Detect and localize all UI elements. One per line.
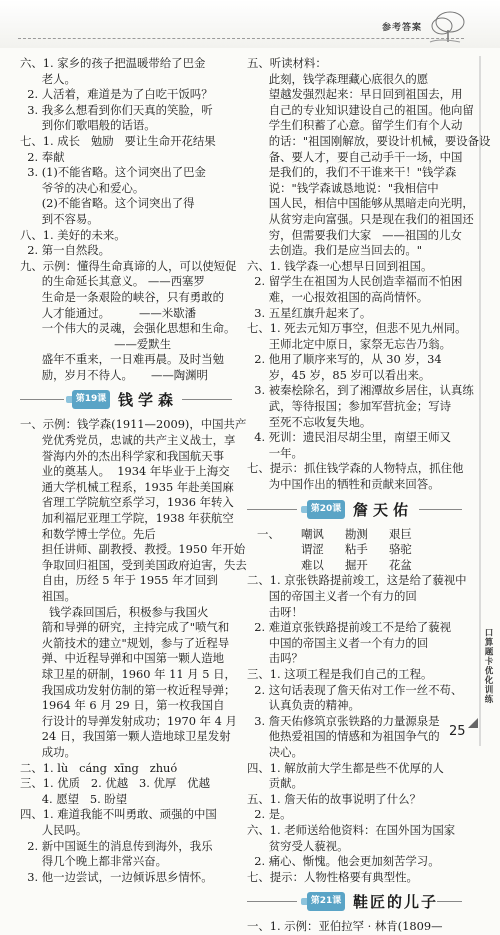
answer-line: 通大学机械工程系，1935 年赴美国麻 (20, 479, 234, 494)
word-cell (257, 558, 301, 574)
header-rule (18, 38, 464, 40)
answer-line: 2. 人活着，难道是为了白吃干饭吗？ (20, 87, 213, 102)
answer-line: 此刻，钱学森理藏心底很久的愿 (247, 71, 429, 86)
answer-line: 岁，45 岁，85 岁可以看出来。 (247, 367, 431, 382)
answer-line: 国的帝国主义者一个有力的回 (247, 589, 417, 603)
answer-line: 七、提示：抓住钱学森的人物特点，抓住他 (247, 461, 464, 476)
answer-line: 为中国作出的牺牲和贡献来回答。 (247, 477, 440, 492)
answer-line: 担任讲师、副教授、教授。1950 年开始 (20, 542, 246, 557)
tree-logo-icon (420, 8, 468, 44)
answer-line: 成功。 (20, 744, 76, 759)
lesson-badge: 第21课 (307, 892, 345, 911)
answer-line: 争取回归祖国，受到美国政府迫害，失去 (20, 557, 247, 572)
answer-line: 认真负责的精神。 (247, 698, 360, 713)
answer-line: 二、1. 京张铁路提前竣工，这是给了藐视中 (247, 573, 467, 588)
left-answers-top (20, 56, 237, 383)
answer-line: 和数学博士学位。先后 (20, 526, 156, 541)
pinyin-line: 二、1. lù cáng xīng zhuó (20, 760, 178, 775)
page-number: 25 (449, 724, 466, 739)
answer-line: 盛年不重来，一日难再晨。及时当勉 (20, 352, 224, 367)
answer-line: 四、1. 解放前大学生都是些不优厚的人 (247, 760, 444, 775)
lesson-badge: 第19课 (72, 390, 110, 409)
answer-line: 誉海内外的杰出科学家和我国航天事 (20, 448, 224, 463)
answer-line: 我国成功发射仿制的第一枚近程导弹； (20, 682, 236, 697)
answer-line: 人才能通过。 ——米歇潘 (20, 305, 196, 320)
lesson-20-header (247, 497, 462, 523)
answer-line: 六、1. 钱学森一心想早日回到祖国。 (247, 258, 433, 273)
answer-line: 五、听读材料： (247, 56, 327, 70)
answer-line: 生命是一条艰险的峡谷，只有勇敢的 (20, 289, 224, 304)
right-answers-mid (247, 573, 467, 885)
answer-line: 六、1. 老师送给他资料：在国外国为国家 (247, 822, 456, 837)
answer-line: 加利福尼亚理工学院，1938 年获航空 (20, 511, 234, 526)
answer-line: 学生们积蓄了心意。留学生们有个人动 (247, 118, 463, 133)
answer-line: 弹、中近程导弹和中国第一颗人造地 (20, 651, 224, 666)
answer-line: (2)不能省略。这个词突出了得 (20, 196, 195, 211)
word-cell: 花盆 (389, 557, 412, 572)
answer-line: 的话："祖国刚解放，要设计机械，要设备设 (247, 133, 491, 148)
answer-line: 是我们的，我们不干谁来干！"钱学森 (247, 165, 457, 180)
answer-line: 业的奠基人。 1934 年毕业于上海交 (20, 464, 230, 479)
corner-mark (468, 718, 478, 728)
answer-line: 到不容易。 (20, 211, 99, 226)
divider (20, 399, 64, 400)
answer-line: 国人民，相信中国能够从黑暗走向光明， (247, 196, 474, 211)
answer-line: 1964 年 6 月 29 日，第一枚我国自 (20, 698, 225, 713)
answer-line: 决心。 (247, 744, 303, 759)
answer-line: 2. 新中国诞生的消息传到海外，我乐 (20, 838, 213, 853)
answer-line: 贫穷受人藐视。 (247, 838, 349, 853)
answer-line: 武，等待报国；参加军营抗金；写诗 (247, 399, 451, 414)
answer-line: 4. 愿望 5. 盼望 (20, 791, 128, 806)
answer-line: 三、1. 优质 2. 优越 3. 优厚 优越 (20, 776, 210, 791)
answer-line: 2. 痛心、惭愧。他会更加刻苦学习。 (247, 854, 440, 869)
answer-line: 3. 我多么想看到你们天真的笑脸，听 (20, 102, 213, 117)
answer-line: 3. (1)不能省略。这个词突出了巴金 (20, 165, 206, 180)
answer-line: 4. 死训：遗民泪尽胡尘里，南望王师又 (247, 430, 451, 445)
answer-line: 望越发强烈起来：早日回到祖国去，用 (247, 87, 463, 102)
answer-line: 党优秀党员，忠诚的共产主义战士，享 (20, 433, 236, 448)
divider (247, 509, 297, 510)
answer-line: 得几个晚上都非常兴奋。 (20, 854, 168, 869)
answer-line: 励，岁月不待人。 ——陶渊明 (20, 367, 208, 382)
answer-line: 六、1. 家乡的孩子把温暖带给了巴金 (20, 56, 206, 70)
right-answers-top (247, 56, 491, 493)
answer-line: 七、提示：人物性格要有典型性。 (247, 869, 418, 884)
answer-line: 说："钱学森诚恳地说："我相信中 (247, 180, 439, 195)
answer-line: 2. 这句话表现了詹天佑对工作一丝不苟、 (247, 682, 463, 697)
word-cell: 谓涩 (301, 542, 324, 557)
divider (419, 509, 462, 510)
left-answers-mid (20, 417, 247, 760)
answer-line: 击呀！ (247, 604, 303, 619)
answer-line: 八、1. 美好的未来。 (20, 227, 126, 242)
answer-line: 四、1. 难道我能不叫勇敢、顽强的中国 (20, 807, 217, 822)
divider (182, 399, 232, 400)
answer-line: 3. 他一边尝试，一边倾诉思乡情怀。 (20, 869, 213, 884)
answer-line: 2. 奉献 (20, 149, 65, 164)
answer-line: 2. 是。 (247, 807, 292, 822)
answer-line: 自己的专业知识建设自己的祖国。他向留 (247, 102, 474, 117)
answer-line: 贡献。 (247, 776, 303, 791)
answer-line: 老人。 (20, 71, 76, 86)
answer-line: 三、1. 这项工程是我们自己的工程。 (247, 666, 433, 681)
word-table (257, 527, 462, 574)
answer-line: 2. 第一自然段。 (20, 243, 111, 258)
answer-line: 去创造。我们是应当回去的。" (247, 243, 423, 258)
answer-line: 3. 詹天佑修筑京张铁路的力量源泉是 (247, 713, 440, 728)
word-cell: 骆驼 (389, 542, 412, 557)
lesson-title: 詹天佑 (353, 500, 414, 519)
word-cell: 嘲讽 (301, 526, 324, 541)
lesson-21-header (247, 889, 462, 915)
answer-line: 省理工学院航空系学习，1936 年转入 (20, 495, 234, 510)
answer-line: 一、示例：钱学森(1911—2009)，中国共产 (20, 417, 247, 432)
answer-line: 难，一心报效祖国的高尚情怀。 (247, 289, 429, 304)
word-cell: 掘开 (345, 557, 368, 572)
answer-line: 火箭技术的建立"规划，参与了近程导 (20, 635, 230, 650)
answer-line: 中国的帝国主义者一个有力的回 (247, 635, 429, 650)
divider (437, 901, 462, 902)
divider (247, 901, 297, 902)
word-cell: 粘手 (345, 542, 368, 557)
answer-line: 穷，但需要我们大家 ——祖国的儿女 (247, 227, 462, 242)
word-cell: 一、 (257, 526, 280, 541)
answer-line: 箭和导弹的研究，主持完成了"喷气和 (20, 620, 230, 635)
answer-line: 爷爷的决心和爱心。 (20, 180, 145, 195)
answer-line: 备、要人才，要自己动手干一场，中国 (247, 149, 463, 164)
word-cell (257, 542, 301, 558)
answer-line: 的生命延长其意义。 ——西塞罗 (20, 274, 205, 289)
answer-line: 行设计的导弹发射成功；1970 年 4 月 (20, 713, 237, 728)
header-title: 参考答案 (382, 23, 423, 33)
answer-line: 他热爱祖国的情感和为祖国争气的 (247, 729, 440, 744)
answer-line: 王师北定中原日，家祭无忘告乃翁。 (247, 336, 451, 351)
word-cell: 勘测 (345, 526, 368, 541)
answer-line: 2. 留学生在祖国为人民创造幸福而不怕困 (247, 274, 463, 289)
lesson-badge: 第20课 (307, 500, 345, 519)
answer-line: 一年。 (247, 445, 303, 460)
answer-line: 2. 难道京张铁路提前竣工不是给了藐视 (247, 620, 451, 635)
lesson-19-header (20, 387, 232, 413)
answer-line: 祖国。 (20, 589, 76, 603)
answer-line: 一个伟大的灵魂，会强化思想和生命。 (20, 321, 236, 336)
answer-line: 球卫星的研制，1960 年 11 月 5 日， (20, 666, 236, 681)
answer-line: 24 日，我国第一颗人造地球卫星发射 (20, 729, 231, 744)
answer-line: 人民吗。 (20, 822, 88, 837)
answer-line: 3. 被秦桧除名，到了湘潭故乡居住，认真练 (247, 383, 474, 398)
answer-line: 至死不忘收复失地。 (247, 414, 372, 429)
word-cell: 难以 (301, 557, 324, 572)
word-cell: 艰巨 (389, 526, 412, 541)
answer-line: 到你们歌唱般的话语。 (20, 118, 156, 133)
lesson-title: 钱学森 (118, 391, 179, 410)
answer-line: 从贫穷走向富强。只是现在我们的祖国还 (247, 211, 474, 226)
answer-line: 五、1. 詹天佑的故事说明了什么？ (247, 791, 421, 806)
answer-line: ——爱默生 (20, 336, 172, 351)
answer-line: 一、1. 示例：亚伯拉罕 · 林肯(1809— (247, 919, 443, 934)
answer-line: 九、示例：懂得生命真谛的人，可以使短促 (20, 258, 237, 273)
answer-line: 钱学森回国后，积极参与我国火 (20, 604, 209, 619)
answer-line: 击吗？ (247, 651, 303, 666)
left-column (20, 56, 247, 885)
answer-line: 3. 五星红旗升起来了。 (247, 305, 372, 320)
right-answers-bottom (247, 919, 462, 935)
series-title: 口算题卡优化训练 (483, 628, 493, 704)
left-answers-bottom (20, 776, 232, 885)
answer-line: 七、1. 成长 勉励 要让生命开花结果 (20, 133, 216, 148)
lesson-title: 鞋匠的儿子 (353, 893, 439, 912)
answer-line: 自由，历经 5 年于 1955 年才回到 (20, 573, 218, 588)
answer-line: 2. 他用了顺序来写的，从 30 岁，34 (247, 352, 442, 367)
answer-line: 七、1. 死去元知万事空，但悲不见九州同。 (247, 321, 467, 336)
